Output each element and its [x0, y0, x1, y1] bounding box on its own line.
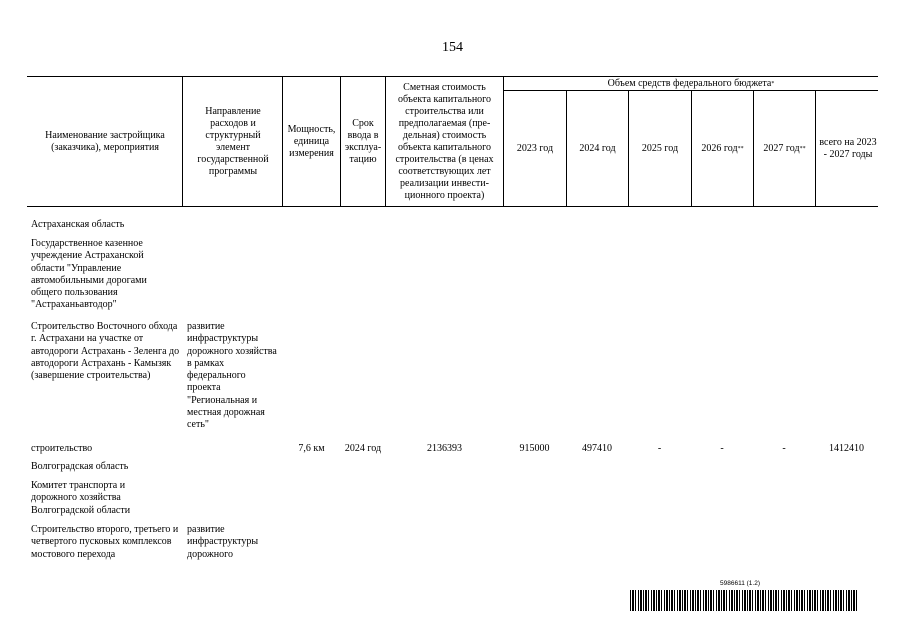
item-2027: -	[782, 443, 786, 454]
col-divider	[282, 76, 283, 207]
project-label: Строительство второго, третьего и четвертого пусковых комплексов мостового перехода	[31, 524, 179, 560]
col-divider	[385, 76, 386, 207]
item-capacity: 7,6 км	[298, 443, 325, 454]
item-2026: -	[720, 443, 724, 454]
project-direction: развитие инфраструктуры дорожного хозяйства в рамках федерального проекта "Региональная и местная дорожная сеть"	[187, 321, 277, 431]
header-deadline: Срок ввода в эксплуа-тацию	[344, 117, 382, 165]
project-label: Строительство Восточного обхода г. Астрахани на участке от автодороги Астрахань - Зеленга до автодороги Астрахань - Камызяк (завершение строительства)	[31, 321, 180, 382]
organization-label: Комитет транспорта и дорожного хозяйства Волгоградской области	[31, 480, 131, 516]
organization-label: Государственное казенное учреждение Астраханской области "Управление автомобильными дорогами общего пользования "Астраханьавтодор"	[31, 238, 147, 311]
item-2024: 497410	[582, 443, 612, 454]
item-2025: -	[657, 443, 662, 454]
header-cost: Сметная стоимость объекта капитального строительства или предполагаемая (пре-дельная) стоимость объекта капитального строительства (в ценах соответствующих лет реализации инвести-ционного проекта)	[395, 81, 494, 201]
footnote-mark: **	[799, 145, 806, 152]
header-2027: 2027 год **	[763, 142, 806, 154]
barcode-icon	[630, 590, 858, 611]
header-federal-budget: Объем средств федерального бюджета *	[607, 77, 775, 89]
item-2023: 915000	[519, 443, 550, 454]
col-divider	[340, 76, 341, 207]
item-deadline: 2024 год	[344, 443, 382, 454]
barcode-text: 5986611 (1.2)	[720, 580, 760, 587]
table-header-bottom-rule	[27, 206, 878, 207]
header-name: Наименование застройщика (заказчика), мероприятия	[45, 129, 165, 153]
header-direction: Направление расходов и структурный элемент государственной программы	[197, 105, 269, 177]
header-total: всего на 2023 - 2027 годы	[819, 136, 877, 160]
header-2023: 2023 год	[516, 142, 554, 154]
item-cost: 2136393	[427, 443, 462, 454]
footnote-mark: **	[737, 145, 744, 152]
col-divider	[815, 90, 816, 207]
header-2025: 2025 год	[641, 142, 679, 154]
region-label: Волгоградская область	[31, 461, 129, 472]
col-divider	[182, 76, 183, 207]
page-number: 154	[442, 40, 463, 55]
footnote-mark: *	[771, 80, 775, 87]
header-2024: 2024 год	[579, 142, 616, 154]
project-direction: развитие инфраструктуры дорожного	[187, 524, 259, 560]
region-label: Астраханская область	[31, 219, 125, 230]
item-name: строительство	[31, 443, 93, 454]
header-capacity: Мощность, единица измерения	[287, 123, 336, 159]
header-2026: 2026 год **	[701, 142, 744, 154]
item-total: 1412410	[829, 443, 864, 454]
